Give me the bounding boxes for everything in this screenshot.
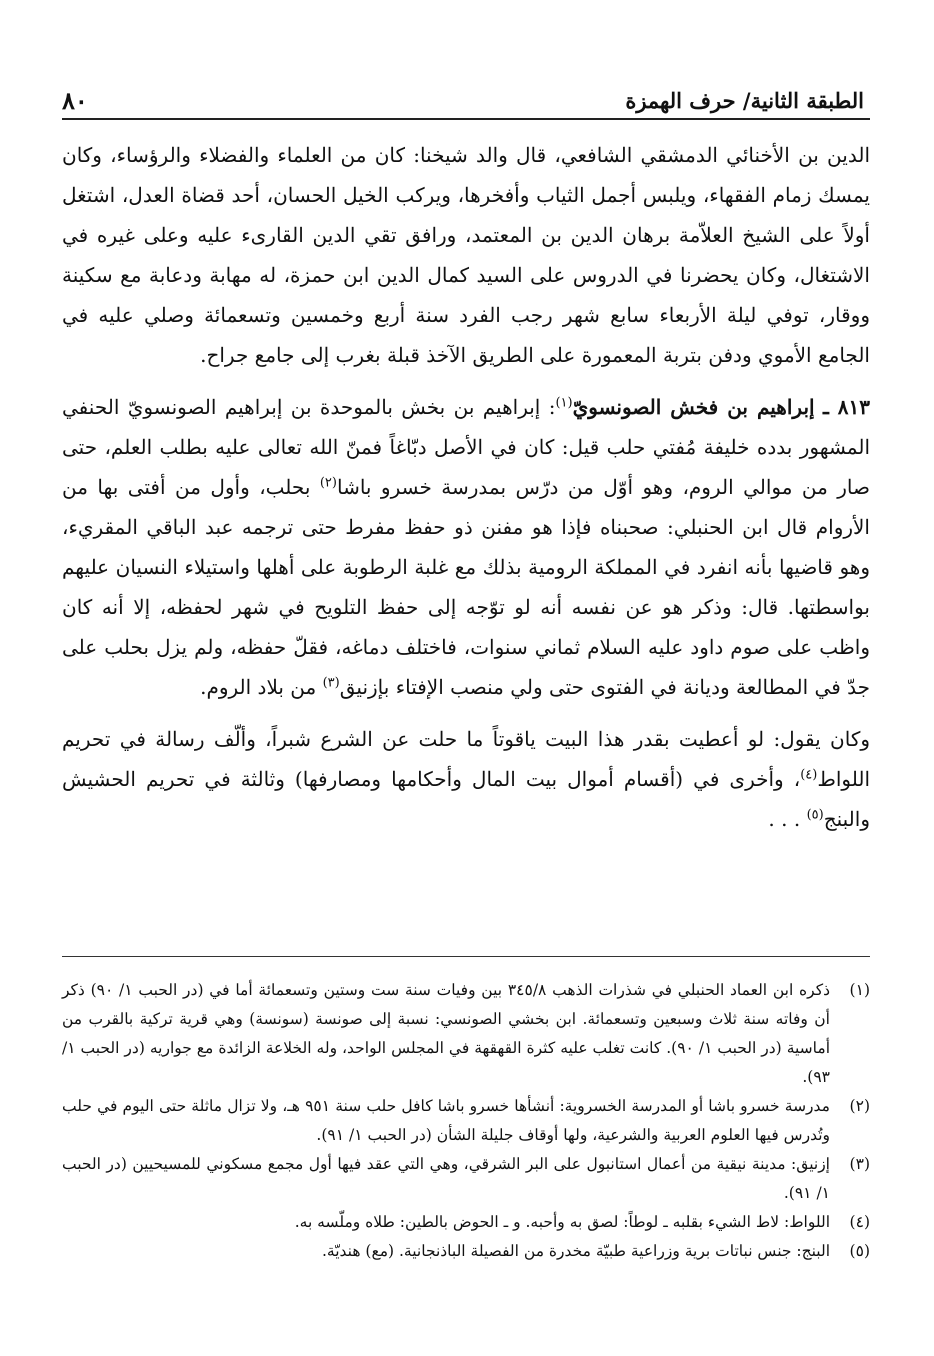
footnote-ref-2[interactable]: (٢) (319, 475, 337, 491)
footnote-number: (٣) (849, 1155, 870, 1173)
footnote-text: إزنيق: مدينة نيقية من أعمال استانبول على البر الشرقي، وهي التي عقد فيها أول مجمع مسكوني للمسيحيين (در الحبب ١/ ٩١). (62, 1155, 830, 1202)
closing-paragraph (62, 719, 870, 839)
entry-text-part-2: بحلب، وأول من أفتى بها من الأروام قال ابن الحنبلي: صحبناه فإذا هو مفنن ذو حفظ مفرط حتى ترجمه عبد الباقي المقريء، وهو قاضيها بأنه انفرد في المملكة الرومية بذلك مع غلبة الرطوبة على أهلها واستيلاء النسيان عليهم بواسطتها. قال: وذكر هو عن نفسه أنه لو توّجه إلى حفظ التلويح في شهر لحفظه، إلا أنه كان واظب على صوم داود عليه السلام ثماني سنوات، فاختلف دماغه، فقلّ حفظه، ولم يزل بحلب على جدّ في المطالعة وديانة في الفتوى حتى ولي منصب الإفتاء بإزنيق (62, 475, 870, 699)
biography-entry (62, 387, 870, 707)
footnote-2 (62, 1092, 870, 1150)
page-header (62, 84, 870, 120)
footnote-5 (62, 1237, 870, 1266)
footnote-separator (62, 956, 870, 957)
closing-text-part-2: ، وأخرى في (أقسام أموال بيت المال وأحكامها ومصارفها) وثالثة في تحريم الحشيش والبنج (62, 767, 870, 831)
footnote-number: (١) (849, 981, 870, 999)
main-text (62, 135, 870, 839)
entry-name: إبراهيم بن فخش الصونسويّ (572, 395, 815, 419)
footnote-number: (٢) (849, 1097, 870, 1115)
footnote-text: مدرسة خسرو باشا أو المدرسة الخسروية: أنشأها خسرو باشا كافل حلب سنة ٩٥١ هـ، ولا تزال ماثلة حتى اليوم في حلب وتُدرس فيها العلوم العربية والشرعية، ولها أوقاف جليلة الشأن (در الحبب ١/ ٩١). (62, 1097, 830, 1144)
footnote-ref-4[interactable]: (٤) (800, 767, 818, 783)
footnote-text: اللواط: لاط الشيء بقلبه ـ لوطاً: لصق به وأحبه. و ـ الحوض بالطين: طلاه وملّسه به. (294, 1213, 830, 1231)
footnote-4 (62, 1208, 870, 1237)
footnotes (62, 976, 870, 1266)
footnote-ref-3[interactable]: (٣) (322, 675, 340, 691)
running-title: الطبقة الثانية/ حرف الهمزة (625, 88, 864, 113)
footnote-ref-5[interactable]: (٥) (806, 807, 824, 823)
closing-text-part-1: وكان يقول: لو أعطيت بقدر هذا البيت ياقوتاً ما حلت عن الشرع شبراً، وألّف رسالة في تحريم اللواط (62, 727, 870, 791)
footnote-number: (٤) (849, 1213, 870, 1231)
footnote-number: (٥) (849, 1242, 870, 1260)
footnote-text: البنج: جنس نباتات برية وزراعية طبيّة مخدرة من الفصيلة الباذنجانية. (مع) هنديّة. (321, 1242, 830, 1260)
footnote-1 (62, 976, 870, 1092)
entry-number: ٨١٣ ـ (822, 395, 870, 419)
footnote-3 (62, 1150, 870, 1208)
footnote-ref-1[interactable]: (١) (555, 395, 573, 411)
entry-text-part-3: من بلاد الروم. (200, 675, 323, 699)
closing-text-part-3: . . . (768, 807, 807, 831)
page-number: ٨٠ (62, 86, 88, 115)
continued-paragraph: الدين بن الأخنائي الدمشقي الشافعي، قال والد شيخنا: كان من العلماء والفضلاء والرؤساء، وكان يمسك زمام الفقهاء، ويلبس أجمل الثياب وأفخرها، ويركب الخيل الحسان، أحد قضاة العدل، اشتغل أولاً على الشيخ العلاّمة برهان الدين بن المعتمد، ورافق تقي الدين القارىء عليه وعلى غيره في الاشتغال، وكان يحضرنا في الدروس على السيد كمال الدين ابن حمزة، له مهابة ودعابة مع سكينة ووقار، توفي ليلة الأربعاء سابع شهر رجب الفرد سنة أربع وخمسين وتسعمائة وصلي عليه في الجامع الأموي ودفن بتربة المعمورة على الطريق الآخذ قبلة بغرب إلى جامع جراح. (62, 143, 870, 367)
entry-text-part-1: : إبراهيم بن بخش بالموحدة بن إبراهيم الصونسويّ الحنفي المشهور بدده خليفة مُفتي حلب قيل: كان في الأصل دبّاغاً فمنّ الله تعالى عليه بطلب العلم، حتى صار من موالي الروم، وهو أوّل من درّس بمدرسة خسرو باشا (62, 395, 870, 499)
footnote-text: ذكره ابن العماد الحنبلي في شذرات الذهب ٣٤٥/٨ بين وفيات سنة ست وستين وتسعمائة أما في (در الحبب ١/ ٩٠) ذكر أن وفاته سنة ثلاث وسبعين وتسعمائة. ابن بخشي الصونسي: نسبة إلى صونسة (سونسة) وهي قرية تركية بالقرب من أماسية (در الحبب ١/ ٩٠). كانت تغلب عليه كثرة القهقهة في المجلس الواحد، وله الخلاعة الزائدة مع جواريه (در الحبب ١/ ٩٣). (62, 981, 830, 1086)
